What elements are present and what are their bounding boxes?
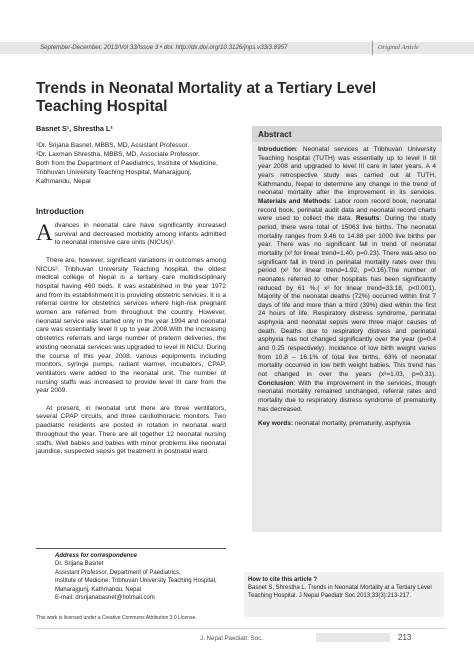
correspondence-line: Dr. Srijana Basnet <box>55 561 104 568</box>
footer-rule <box>36 628 446 629</box>
intro-paragraph-3: At present, in neonatal unit there are three ventilators, several CPAP circuits, and three cardiothoracic monitors. Two paediatric residents are posted in rotation in neonatal ward throughout the year. There are all together 12 neonatal nursing staffs. Well babies and babies with minor problems like neonatal jaundice, suspected sepsis get treatment in postnatal ward. <box>36 404 226 456</box>
abstract-methods-text: : Labor room record book, neonatal record book, perinatal audit data and neonatal record charts were used to collect the data. <box>258 197 436 223</box>
abstract-methods-label: Materials and Methods <box>258 197 330 205</box>
author-list: Basnet S¹, Shrestha L² <box>36 124 113 133</box>
abstract-intro-text: : Neonatal services at Tribhuvan University Teaching hospital (TUTH) was essentially up to level II till year 2008 and upgraded to level III care in later years. A 4 years retrospective study was carried out at TUTH, Kathmandu, Nepal to determine any change in the trend of neonatal mortality after the improvement in its services. <box>258 146 436 197</box>
footer-journal-name: J. Nepal Paediatr. Soc. <box>200 635 263 642</box>
footer-band <box>316 633 390 642</box>
intro-paragraph-1-text: dvances in neonatal care have significantly increased survival and decreased morbidity among infants admitted to neonatal intensive care units (NICUs)¹. <box>54 222 226 247</box>
article-type-label: Original Article <box>378 44 419 51</box>
header-divider <box>372 41 373 55</box>
intro-paragraph-1 <box>36 222 226 248</box>
abstract-intro-label: Introduction <box>258 146 296 153</box>
correspondence-email[interactable]: E-mail: drsrijanabasnet@hotmail.com <box>55 595 155 602</box>
abstract-conclusion-label: Conclusion <box>258 379 294 387</box>
correspondence-heading: Address for correspondence <box>55 553 138 559</box>
how-to-cite-heading: How to cite this article ? <box>248 577 318 583</box>
correspondence-rule <box>36 548 226 549</box>
abstract-conclusion-text: : With the improvement in the services, though neonatal mortality remained unchanged, referral rates and mortality due to respiratory distress syndrome of prematurity has decreased. <box>258 379 436 413</box>
correspondence-line: Assistant Professor, Department of Paediatrics, <box>55 569 181 576</box>
abstract-results-label: Results <box>355 215 380 223</box>
abstract-box <box>252 126 442 532</box>
keywords <box>252 414 442 429</box>
abstract-results-text: : During the study period, there were total of 15063 live births. The neonatal mortality ranges from 9.46 to 14.88 per 1000 live births per year. There was no significant fall in trend of neonatal mortality (x² for linear trend=1.40, p=0.23). There was also no significant fall in trend in perinatal mortality rates over this period (x² for linear trend=1.92, p=0.16).The number of neonates referred to other hospitals has been significantly reduced by 61 %.( x² for linear trend=33.18, p<0.001). Majority of the neonatal deaths (72%) occurred within first 7 days of life and more than a third (39%) died within the first 24 hours of life. Respiratory distress syndrome, perinatal asphyxia and neonatal sepsis were three major causes of death. Deaths due to respiratory distress and perinatal asphyxia has not changed significantly over the year (p=0.4 and 0.25 respectively). Incidence of low birth weight varies from 10.8 – 16.1% of total live births. 63% of neonatal mortality occurred in low birth weight babies. This trend has not changed in over the years (x²=1.03, p=0.31). <box>258 215 436 379</box>
introduction-heading: Introduction <box>36 207 84 216</box>
license-notice[interactable]: This work is licensed under a Creative Commons Attribution 3.0 License. <box>36 615 197 621</box>
keywords-label: Key words: <box>258 420 294 428</box>
drop-cap: A <box>36 220 53 245</box>
abstract-heading: Abstract <box>252 126 442 142</box>
how-to-cite-text: Basnet S, Shrestha L. Trends in Neonatal Mortality at a Tertiary Level Teaching Hospital. J Nepal Paediatr Soc 2013;33(3):213-217. <box>248 585 432 600</box>
how-to-cite-box <box>244 572 444 617</box>
article-title: Trends in Neonatal Mortality at a Tertiary Level Teaching Hospital <box>36 80 377 115</box>
page-number: 213 <box>398 633 412 642</box>
author-affiliations: ¹Dr. Srijana Basnet, MBBS, MD, Assistant Professor. ²Dr. Laxman Shrestha, MBBS, MD, Associate Professor. Both from the Department of Paediatrics, Institute of Medicine, Tribhuvan University Teaching Hospital, Maharajgunj, Kathmandu, Nepal <box>36 142 218 185</box>
correspondence-block <box>55 552 235 602</box>
introduction-body <box>36 222 226 466</box>
correspondence-line: Maharajgunj, Kathmandu, Nepal <box>55 586 142 593</box>
abstract-body <box>252 142 442 414</box>
journal-citation-header: September-December, 2013/Vol 33/Issue 3 • doi: http://dx.doi.org/10.3126/jnps.v33i3.8957 <box>40 44 288 51</box>
correspondence-line: Institute of Medicine, Tribhuvan University Teaching Hospital, <box>55 578 217 585</box>
keywords-text: neonatal mortality, prematurity, asphyxia <box>293 420 411 428</box>
intro-paragraph-2: There are, however, significant variations in outcomes among NICUs². Tribhuvan University Teaching hospital, the oldest medical college of Nepal is a tertiary care multidisciplinary hospital having 460 beds. It was established in the year 1972 and from its establishment it is providing obstetric services. It is a referral centre for obstetrics services where high-risk pregnant women are referred from throughout the country. However, neonatal service was started only in the year 1994 and neonatal care was essentially level II up to year 2008.With the increasing obstetrics referrals and large number of preterm deliveries, the existing neonatal services was upgraded to level III NICU. During the course of this year 2008, various equipments including monitors, syringe pumps, radiant warmer, incubators, CPAP, ventilators were added to the neonatal unit. The number of nursing staffs was increased to provide level III care from the year 2009. <box>36 256 226 395</box>
